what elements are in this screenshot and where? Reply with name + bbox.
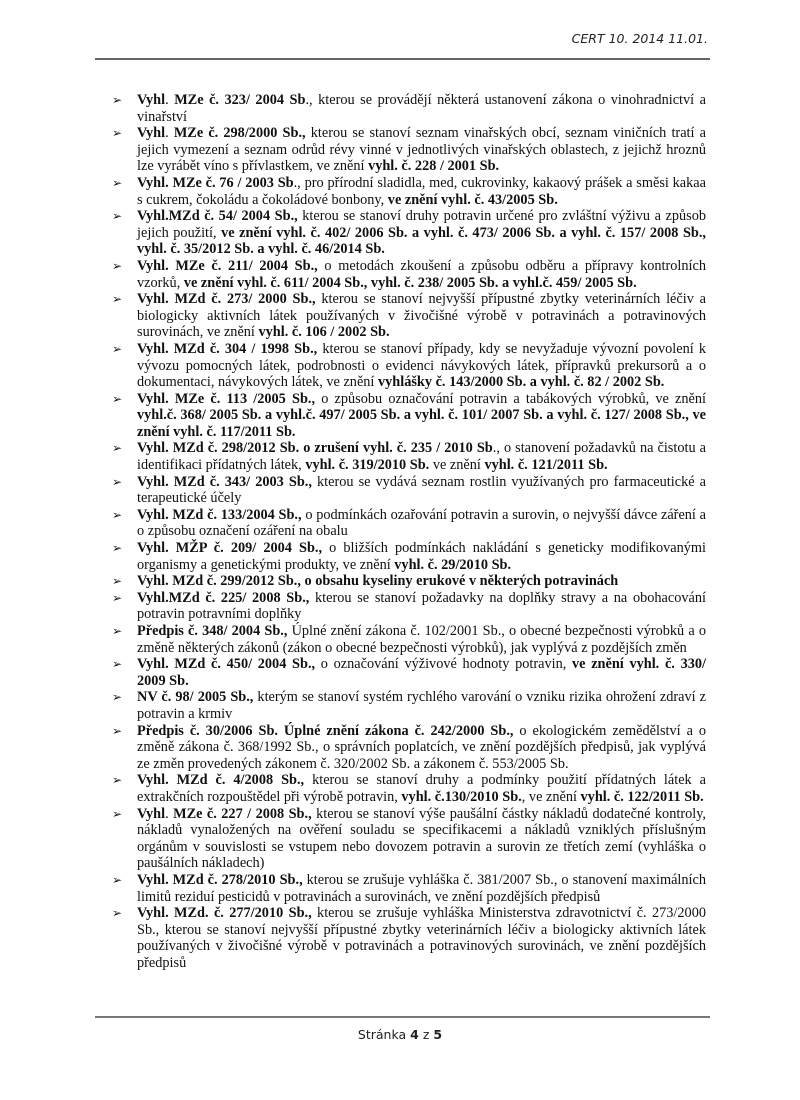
list-item [112, 258, 706, 291]
bold-reference: Vyhl. MZd č. 133/2004 Sb., [137, 506, 302, 523]
page-footer [0, 1027, 800, 1042]
bold-reference: ve znění vyhl. č. 402/ 2006 Sb. a vyhl. č. 473/ 2006 Sb. a vyhl. č. 157/ 2008 Sb., vyhl. č. 35/2012 Sb. a vyhl. č. 46/2014 Sb. [137, 224, 707, 258]
bold-reference: vyhl.č. 368/ 2005 Sb. a vyhl.č. 497/ 2005 Sb. a vyhl. č. 101/ 2007 Sb. a vyhl. č. 127/ 2008 Sb., ve znění vyhl. č. 117/2011 Sb. [137, 407, 706, 440]
regulation-list [112, 92, 706, 971]
item-text: kterou se stanoví seznam vinařských obcí, seznam viničních tratí a jejich vymezení a seznam odrůd révy vinné v jednotlivých vinařských oblastech, z jejichž hroznů lze vyrábět víno s přívlastkem, ve znění [137, 125, 706, 175]
bold-reference: vyhl. č.130/2010 Sb. [401, 788, 522, 805]
bold-reference: ve znění vyhl. č. 330/ 2009 Sb. [137, 656, 706, 689]
arrow-bullet-icon: ➢ [112, 126, 123, 141]
item-text: ., pro přírodní sladidla, med, cukrovinky, kakaový prášek a směsi kakaa s cukrem, čokoládu a čokoládové bonbony, [137, 174, 706, 208]
arrow-bullet-icon: ➢ [112, 175, 123, 190]
list-item [112, 590, 706, 623]
list-item [112, 723, 706, 773]
arrow-bullet-icon: ➢ [112, 258, 123, 273]
bold-reference: Vyhl. MZe č. 211/ 2004 Sb., [137, 257, 318, 274]
item-text: kterou se vydává seznam rostlin využívaných pro farmaceutické a terapeutické účely [137, 473, 706, 507]
list-item [112, 772, 706, 805]
bold-reference: Vyhl. MZd č. 4/2008 Sb., [137, 772, 305, 789]
bold-reference: MZe č. 227 / 2008 Sb., [173, 805, 312, 822]
bold-reference: Vyhl. MZd č. 298/2012 Sb. o zrušení vyhl. č. 235 / 2010 Sb [137, 440, 493, 457]
list-item [112, 806, 706, 872]
bold-reference: Vyhl. MZd č. 273/ 2000 Sb., [137, 291, 316, 308]
item-text: ve znění [429, 457, 485, 474]
bold-reference: Vyhl. MZd č. 304 / 1998 Sb., [137, 340, 318, 357]
item-text: , ve znění [521, 788, 581, 805]
bold-reference: Vyhl. MZd č. 343/ 2003 Sb., [137, 473, 312, 490]
bold-reference: vyhl. č. 106 / 2002 Sb. [258, 324, 390, 341]
arrow-bullet-icon: ➢ [112, 723, 123, 738]
item-text: o metodách zkoušení a způsobu odběru a přípravy kontrolních vzorků, [137, 257, 706, 291]
item-text: kterou se stanoví druhy potravin určené pro zvláštní výživu a způsob jejich použití, [137, 208, 706, 241]
bold-reference: Vyhl. MZe č. 113 /2005 Sb., [137, 390, 316, 407]
bold-reference: vyhl. č. 29/2010 Sb. [394, 556, 512, 573]
bold-reference: vyhl. č. 319/2010 Sb. [305, 457, 430, 474]
item-text: o způsobu označování potravin a tabákových výrobků, ve znění [315, 390, 706, 407]
item-text: kterým se stanoví systém rychlého varování o vzniku rizika ohrožení zdraví z potravin a krmiv [137, 689, 706, 722]
bold-reference: Předpis č. 348/ 2004 Sb., [137, 623, 288, 639]
bold-reference: Vyhl.MZd č. 225/ 2008 Sb., [137, 589, 310, 606]
bold-reference: Vyhl. MZd č. 450/ 2004 Sb., [137, 656, 316, 673]
list-item [112, 507, 706, 540]
arrow-bullet-icon: ➢ [112, 690, 123, 705]
bold-reference: vyhl. č. 228 / 2001 Sb. [368, 158, 500, 175]
list-item [112, 291, 706, 341]
item-text: kterou se stanoví požadavky na doplňky stravy a na obohacování potravin potravními doplňky [137, 589, 706, 623]
list-item [112, 391, 706, 441]
footer-divider [95, 1016, 710, 1018]
bold-reference: vyhl. č. 121/2011 Sb. [484, 457, 608, 474]
bold-reference: MZe č. 323/ 2004 Sb [174, 92, 306, 108]
list-item [112, 905, 706, 971]
bold-reference: Vyhl. MZd. č. 277/2010 Sb., [137, 905, 312, 922]
arrow-bullet-icon: ➢ [112, 209, 123, 224]
bold-reference: Vyhl. MZe č. 76 / 2003 Sb [137, 174, 294, 191]
arrow-bullet-icon: ➢ [112, 507, 123, 522]
bold-reference: ve znění vyhl. č. 611/ 2004 Sb., vyhl. č. 238/ 2005 Sb. a vyhl.č. 459/ 2005 Sb. [183, 274, 637, 291]
current-page: 4 [410, 1027, 419, 1042]
list-item [112, 175, 706, 208]
total-pages: 5 [433, 1027, 443, 1042]
item-text: o ekologickém zemědělství a o změně zákona č. 368/1992 Sb., o správních poplatcích, ve znění pozdějších předpisů, jak vyplývá ze změn provedených zákonem č. 320/2002 Sb. a zákonem č. 553/2005 Sb. [137, 722, 707, 772]
item-text: . [165, 92, 175, 108]
list-item [112, 125, 706, 175]
item-text: o bližších podmínkách nakládání s geneticky modifikovanými organismy a genetickými produkty, ve znění [137, 540, 706, 573]
arrow-bullet-icon: ➢ [112, 93, 123, 107]
list-item [112, 92, 706, 125]
bold-reference: NV č. 98/ 2005 Sb., [137, 689, 254, 706]
item-text: Úplné znění zákona č. 102/2001 Sb., o obecné bezpečnosti výrobků a o změně některých zákonů (zákon o obecné bezpečnosti výrobků), jak vyplývá z pozdějších změn [137, 623, 706, 656]
item-text: kterou se zrušuje vyhláška č. 381/2007 Sb., o stanovení maximálních limitů reziduí pesticidů v potravinách a surovinách, ve znění pozdějších předpisů [137, 871, 707, 905]
list-item [112, 540, 706, 573]
item-text: kterou se stanoví případy, kdy se nevyžaduje vývozní povolení k vývozu pomocných látek, podrobnosti o evidenci návykových látek, přípravků prekursorů a o dokumentaci, návykových látek, ve znění [137, 340, 706, 391]
list-item [112, 341, 706, 391]
list-item [112, 689, 706, 722]
item-text: ., o stanovení požadavků na čistotu a identifikaci přídatných látek, [137, 440, 706, 474]
bold-reference: Vyhl [137, 125, 166, 142]
item-text: o podmínkách ozařování potravin a surovin, o nejvyšší dávce záření a o způsobu označení ozáření na obalu [137, 506, 706, 540]
arrow-bullet-icon: ➢ [112, 806, 123, 821]
item-text: ., kterou se provádějí některá ustanovení zákona o vinohradnictví a vinařství [137, 92, 706, 125]
arrow-bullet-icon: ➢ [112, 590, 123, 605]
list-item [112, 573, 706, 590]
bold-reference: ve znění vyhl. č. 43/2005 Sb. [387, 191, 558, 208]
footer-prefix: Stránka [357, 1027, 407, 1042]
arrow-bullet-icon: ➢ [112, 541, 123, 556]
arrow-bullet-icon: ➢ [112, 391, 123, 406]
item-text: kterou se zrušuje vyhláška Ministerstva zdravotnictví č. 273/2000 Sb., kterou se stanoví nejvyšší přípustné zbytky veterinárních léčiv a biologicky aktivních látek používaných v živočišné výrobě v potravinách a potravinových surovinách, ve znění pozdějších předpisů [137, 905, 706, 971]
item-text: . [165, 125, 174, 142]
bold-reference: MZe č. 298/2000 Sb., [173, 125, 306, 142]
arrow-bullet-icon: ➢ [112, 574, 123, 589]
arrow-bullet-icon: ➢ [112, 292, 123, 307]
list-item [112, 208, 706, 258]
bold-reference: Vyhl. MŽP č. 209/ 2004 Sb., [137, 540, 323, 557]
item-text: kterou se stanoví výše paušální částky nákladů dodatečné kontroly, nákladů vynaložených na ověření souladu se specifikacemi a nákladů vzniklých příslušným orgánům v souvislosti se vstupem nebo dovozem potravin a surovin ze třetích zemí (vyhláška o paušálních nákladech) [137, 805, 706, 872]
list-item [112, 474, 706, 507]
bold-reference: vyhl. č. 122/2011 Sb. [580, 788, 704, 805]
header-divider [95, 58, 710, 60]
arrow-bullet-icon: ➢ [112, 773, 123, 788]
list-item [112, 623, 706, 656]
bold-reference: Předpis č. 30/2006 Sb. Úplné znění zákona č. 242/2000 Sb., [137, 722, 514, 739]
arrow-bullet-icon: ➢ [112, 474, 123, 489]
arrow-bullet-icon: ➢ [112, 657, 123, 672]
item-text: kterou se stanoví nejvyšší přípustné zbytky veterinárních léčiv a biologicky aktivních látek používaných v živočišné výrobě v potravinách a potravinových surovinách, ve znění [137, 291, 706, 341]
item-text: kterou se stanoví druhy a podmínky použití přídatných látek a extrakčních rozpouštědel při výrobě potravin, [137, 772, 706, 805]
arrow-bullet-icon: ➢ [112, 341, 123, 356]
bold-reference: vyhlášky č. 143/2000 Sb. a vyhl. č. 82 / 2002 Sb. [377, 374, 665, 391]
list-item [112, 656, 706, 689]
bold-reference: Vyhl. MZd č. 278/2010 Sb., [137, 871, 303, 888]
item-text: o označování výživové hodnoty potravin, [315, 656, 573, 673]
arrow-bullet-icon: ➢ [112, 906, 123, 921]
bold-reference: Vyhl [137, 92, 166, 108]
bold-reference: Vyhl [137, 805, 166, 822]
bold-reference: Vyhl. MZd č. 299/2012 Sb., o obsahu kyseliny erukové v některých potravinách [137, 573, 619, 590]
footer-sep: z [422, 1027, 430, 1042]
list-item [112, 440, 706, 473]
list-item [112, 872, 706, 905]
page-header: CERT 10. 2014 11.01. [571, 31, 708, 46]
arrow-bullet-icon: ➢ [112, 624, 123, 638]
bold-reference: Vyhl.MZd č. 54/ 2004 Sb., [137, 208, 298, 225]
arrow-bullet-icon: ➢ [112, 872, 123, 887]
arrow-bullet-icon: ➢ [112, 441, 123, 456]
item-text: . [165, 805, 174, 822]
